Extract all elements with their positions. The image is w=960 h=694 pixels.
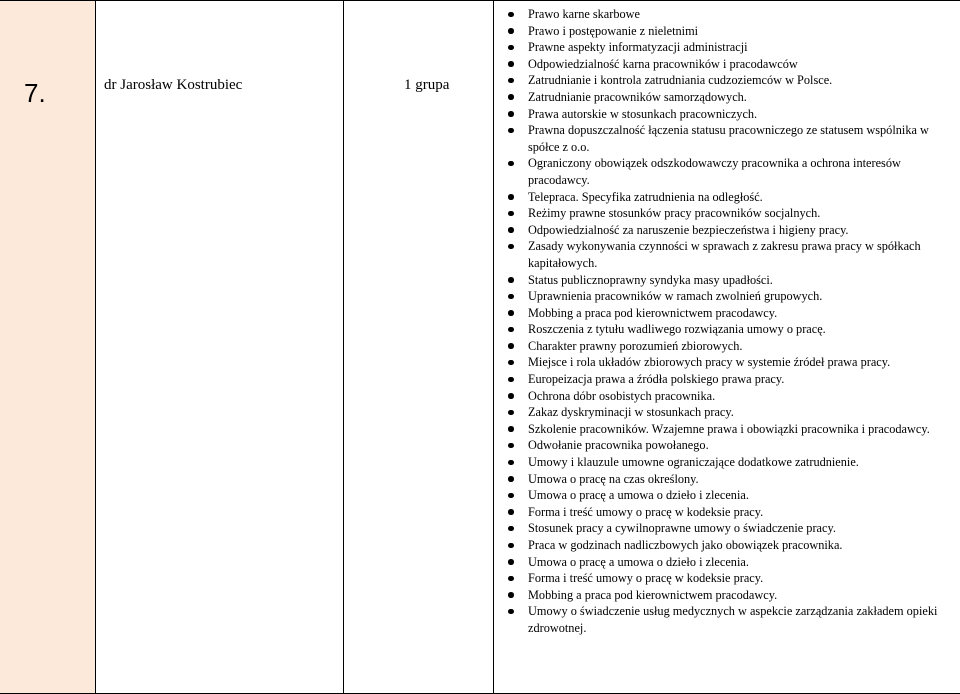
list-item: Odwołanie pracownika powołanego. xyxy=(504,437,954,454)
list-item: Forma i treść umowy o pracę w kodeksie pracy. xyxy=(504,504,954,521)
lecturer-name: dr Jarosław Kostrubiec xyxy=(104,77,243,93)
list-item: Prawne aspekty informatyzacji administracji xyxy=(504,39,954,56)
list-item: Europeizacja prawa a źródła polskiego prawa pracy. xyxy=(504,371,954,388)
list-item: Umowa o pracę a umowa o dzieło i zlecenia. xyxy=(504,554,954,571)
list-item: Roszczenia z tytułu wadliwego rozwiązania umowy o pracę. xyxy=(504,321,954,338)
list-item: Miejsce i rola układów zbiorowych pracy w systemie źródeł prawa pracy. xyxy=(504,354,954,371)
list-item: Zakaz dyskryminacji w stosunkach pracy. xyxy=(504,404,954,421)
list-item: Odpowiedzialność karna pracowników i pracodawców xyxy=(504,56,954,73)
list-item: Szkolenie pracowników. Wzajemne prawa i obowiązki pracownika i pracodawcy. xyxy=(504,421,954,438)
list-item: Umowy o świadczenie usług medycznych w aspekcie zarządzania zakładem opieki zdrowotnej. xyxy=(504,603,954,636)
list-item: Stosunek pracy a cywilnoprawne umowy o świadczenie pracy. xyxy=(504,520,954,537)
lecturer-cell xyxy=(96,1,344,693)
list-item: Forma i treść umowy o pracę w kodeksie pracy. xyxy=(504,570,954,587)
list-item: Mobbing a praca pod kierownictwem pracodawcy. xyxy=(504,587,954,604)
list-item: Zatrudnianie pracowników samorządowych. xyxy=(504,89,954,106)
list-item: Praca w godzinach nadliczbowych jako obowiązek pracownika. xyxy=(504,537,954,554)
list-item: Odpowiedzialność za naruszenie bezpieczeństwa i higieny pracy. xyxy=(504,222,954,239)
topics-cell xyxy=(494,1,960,693)
list-item: Umowa o pracę na czas określony. xyxy=(504,471,954,488)
list-item: Ograniczony obowiązek odszkodowawczy pracownika a ochrona interesów pracodawcy. xyxy=(504,155,954,188)
group-label: 1 grupa xyxy=(404,77,450,93)
list-item: Zasady wykonywania czynności w sprawach z zakresu prawa pracy w spółkach kapitałowych. xyxy=(504,238,954,271)
list-item: Telepraca. Specyfika zatrudnienia na odległość. xyxy=(504,189,954,206)
row-number-cell xyxy=(0,1,96,693)
list-item: Prawna dopuszczalność łączenia statusu pracowniczego ze statusem wspólnika w spółce z o.o. xyxy=(504,122,954,155)
group-cell xyxy=(344,1,494,693)
list-item: Umowa o pracę a umowa o dzieło i zlecenia. xyxy=(504,487,954,504)
list-item: Umowy i klauzule umowne ograniczające dodatkowe zatrudnienie. xyxy=(504,454,954,471)
list-item: Prawo i postępowanie z nieletnimi xyxy=(504,23,954,40)
list-item: Prawa autorskie w stosunkach pracowniczych. xyxy=(504,106,954,123)
row-number: 7. xyxy=(24,78,46,108)
topics-list xyxy=(504,6,954,637)
list-item: Uprawnienia pracowników w ramach zwolnień grupowych. xyxy=(504,288,954,305)
list-item: Prawo karne skarbowe xyxy=(504,6,954,23)
list-item: Ochrona dóbr osobistych pracownika. xyxy=(504,388,954,405)
list-item: Charakter prawny porozumień zbiorowych. xyxy=(504,338,954,355)
list-item: Status publicznoprawny syndyka masy upadłości. xyxy=(504,272,954,289)
list-item: Zatrudnianie i kontrola zatrudniania cudzoziemców w Polsce. xyxy=(504,72,954,89)
list-item: Mobbing a praca pod kierownictwem pracodawcy. xyxy=(504,305,954,322)
list-item: Reżimy prawne stosunków pracy pracowników socjalnych. xyxy=(504,205,954,222)
